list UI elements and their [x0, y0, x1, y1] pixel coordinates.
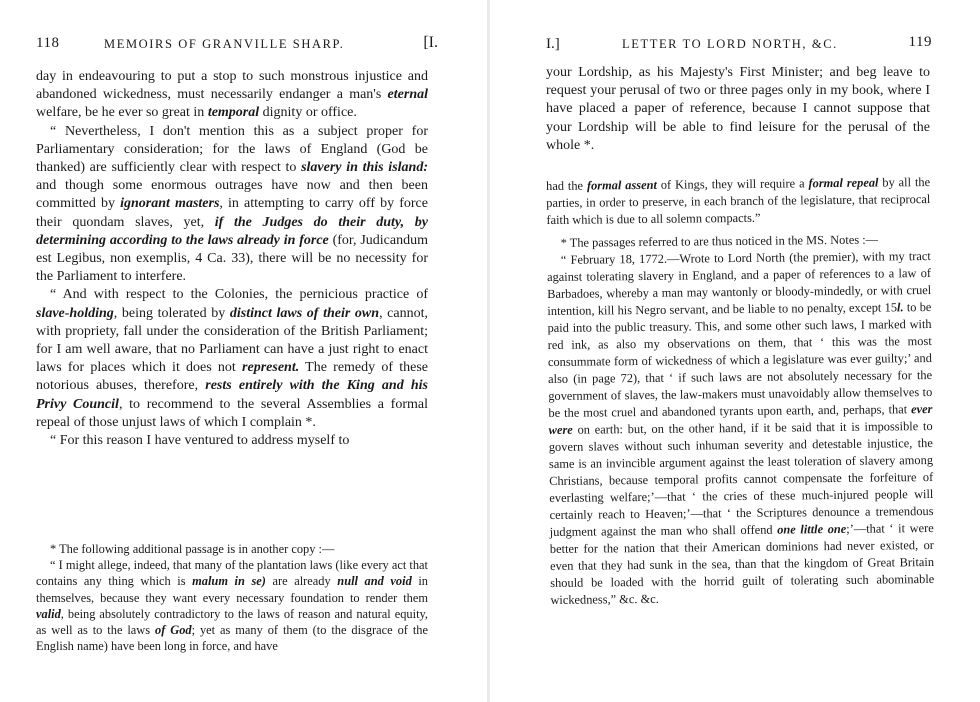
left-page-number: 118 [36, 35, 60, 51]
paragraph: “ For this reason I have ventured to address myself to [50, 433, 350, 449]
text-run: , cannot, with propriety, fall under the consideration of the British Parliament; for I am well aware, that no Parliament can have a just right to enact laws for places which it does not [36, 305, 429, 376]
paragraph [36, 68, 428, 123]
left-chapter-mark: [I. [423, 34, 438, 51]
emphasis-text: l. [896, 300, 904, 315]
emphasis-text: slavery in this island: [301, 160, 428, 176]
text-run: (for, Judicandum est Legibus, non exemplis, 4 Ca. 33), there will be no necessity for the Parliament to interfere. [36, 232, 428, 285]
emphasis-text: ever were [548, 401, 933, 437]
right-footnote [546, 174, 934, 609]
text-run: , in attempting to carry off by force their quondam slaves, yet, [36, 196, 428, 230]
text-run: to be paid into the public treasury. This, and some other such laws, I marked with red ink, as also my observations on them, that ‘ this was the most consummate form of wickedness of which a legislature was ever guilty;’ and also (in page 72), that ‘ if such laws are not absolutely necessary for the government of slaves, the law-makers must unavoidably allow themselves to be the most cruel and abandoned tyrants upon earth, and, perhaps, that [547, 299, 933, 420]
text-run: and though some enormous outrages have now and then been committed by [36, 178, 428, 212]
paragraph [36, 123, 428, 287]
left-footnote [36, 541, 428, 654]
emphasis-text: distinct laws of their own [229, 305, 380, 321]
text-run: ;’—that ‘ it were better for the nation that their American dominions had never existed, or even that they had sunk in the sea, than that the kingdom of Great Britain should be loaded with the horrid guilt of tolerating such abominable wickedness,” &c. &c. [549, 520, 935, 607]
text-run: of Kings, they will require a [656, 176, 809, 192]
emphasis-text: malum in se) [192, 574, 266, 589]
emphasis-text: if the Judges do their duty, by determining according to the laws already in force [36, 214, 428, 248]
footnote-line: * The passages referred to are thus noticed in the MS. Notes :— [560, 232, 879, 250]
footnote-paragraph [547, 248, 935, 609]
emphasis-text: slave-holding [36, 305, 114, 321]
left-main-text [36, 68, 428, 450]
text-run: , to recommend to the several Assemblies a formal repeal of those unjust laws of which I complain *. [36, 396, 428, 430]
emphasis-text: formal repeal [808, 175, 879, 191]
emphasis-text: one little one [777, 521, 847, 537]
right-page-number: 119 [908, 34, 932, 50]
paragraph [36, 286, 428, 432]
text-run: “ February 18, 1772.—Wrote to Lord North (the premier), with my tract against tolerating slavery in England, and a paper of references to a law of Barbadoes, whereby a man may wantonly or bloody-mindedly, or with cruel intention, kill his Negro servant, and be liable to no penalty, except 15 [546, 248, 932, 318]
right-chapter-mark: I.] [546, 36, 560, 52]
right-main-text [546, 64, 930, 155]
right-running-title: LETTER TO LORD NORTH, &C. [622, 37, 838, 51]
text-run: , being absolutely contradictory to the laws of reason and natural equity, as well as to the laws [36, 606, 428, 638]
text-run: by all the parties, in order to preserve, in each branch of the legislature, that reciprocal faith which is due to all solemn compacts.” [546, 174, 931, 227]
paragraph: your Lordship, as his Majesty's First Minister; and beg leave to request your perusal of two or three pages only in my book, where I have placed a paper of reference, because I cannot suppose that your Lordship will be able to find leisure for the perusal of the whole *. [546, 65, 930, 153]
emphasis-text: rests entirely with the King and his Privy Council [36, 378, 428, 412]
text-run: “ Nevertheless, I don't mention this as a subject proper for Parliamentary consideration; for the laws of England (God be thanked) are sufficiently clear with respect to [36, 123, 428, 176]
text-run: “ I might allege, indeed, that many of the plantation laws (like every act that contains any thing which is [36, 558, 428, 589]
emphasis-text: formal assent [586, 177, 657, 193]
emphasis-text: temporal [207, 105, 260, 121]
emphasis-text: eternal [387, 87, 428, 103]
left-page [0, 0, 488, 702]
text-run: ; yet as many of them (to the disgrace of the English name) have been long in force, and have [36, 623, 428, 654]
emphasis-text: ignorant masters [120, 196, 220, 212]
emphasis-text: represent. [242, 360, 300, 376]
footnote-line: * The following additional passage is in another copy :— [50, 542, 335, 556]
text-run: had the [546, 178, 587, 193]
text-run: , being tolerated by [113, 305, 230, 321]
text-run: in themselves, because they want every necessary foundation to render them [36, 574, 428, 605]
text-run: The remedy of these notorious abuses, therefore, [36, 360, 429, 394]
footnote-continuation [546, 174, 931, 229]
text-run: on earth: but, on the other hand, if it be said that it is impossible to govern slaves without such inhuman severity and detestable injustice, the same is an invincible argument against the least toleration of slavery among Christians, because temporal profits cannot compensate the forfeiture of everlasting welfare;’—that ‘ the cries of these much-injured people will certainly reach to Heaven;’—that ‘ the Scriptures denounce a tremendous judgment against the man who shall offend [548, 418, 934, 539]
right-page [490, 0, 980, 702]
left-running-title: MEMOIRS OF GRANVILLE SHARP. [104, 37, 345, 51]
text-run: welfare, be he ever so great in [36, 105, 208, 121]
emphasis-text: valid [36, 606, 61, 621]
emphasis-text: of God [155, 623, 192, 638]
footnote-paragraph [36, 557, 428, 654]
text-run: “ And with respect to the Colonies, the pernicious practice of [50, 287, 428, 303]
emphasis-text: null and void [337, 574, 412, 589]
text-run: dignity or office. [259, 105, 357, 121]
text-run: day in endeavouring to put a stop to such monstrous injustice and abandoned wickedness, must necessarily endanger a man's [36, 69, 428, 103]
text-run: are already [265, 574, 338, 589]
